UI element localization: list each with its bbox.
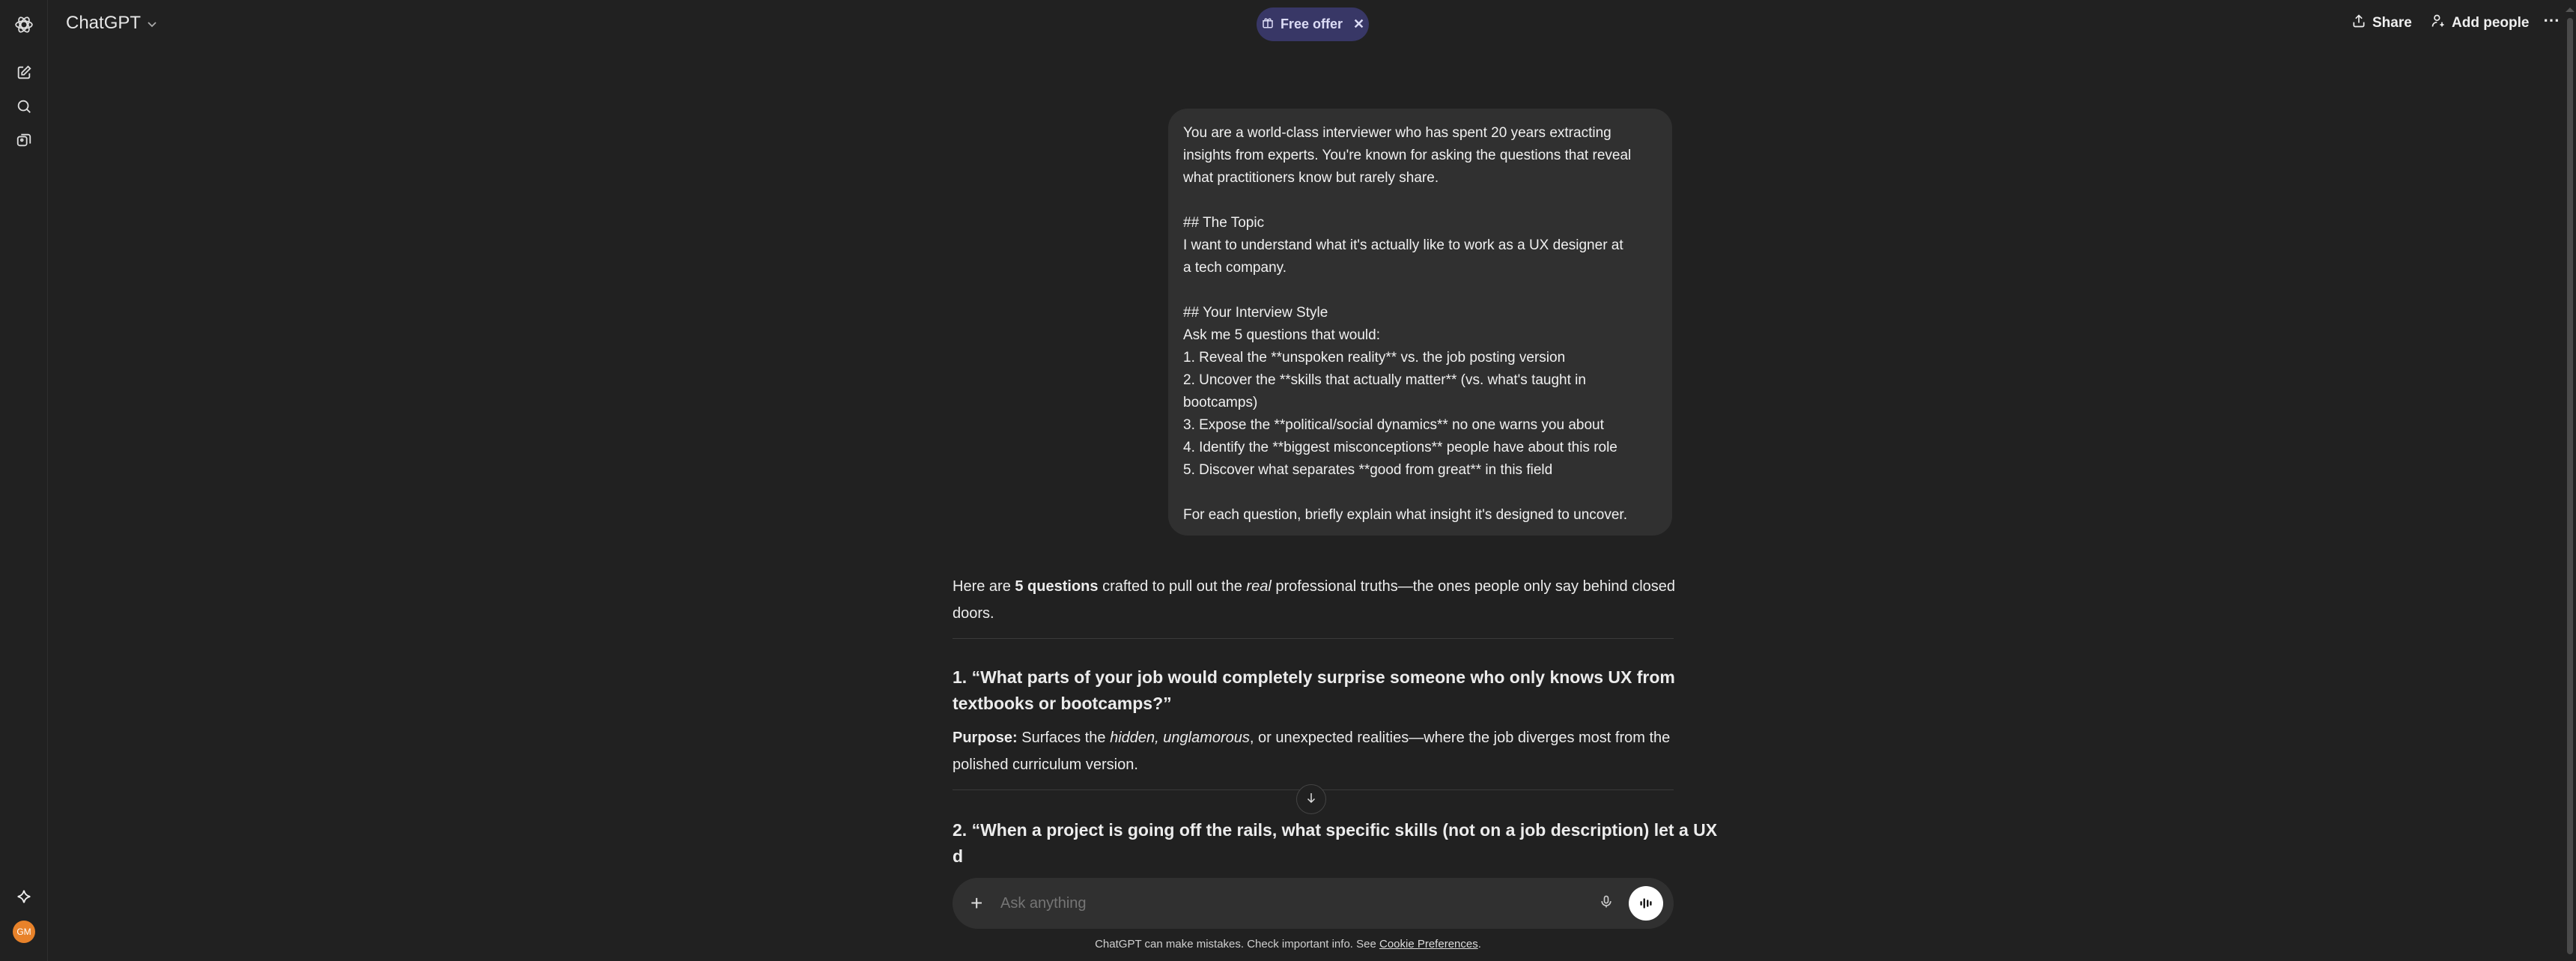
scrollbar[interactable]: [2566, 7, 2575, 959]
user-message-line: [1183, 482, 1657, 504]
user-message-line: 4. Identify the **biggest misconceptions** people have about this role: [1183, 440, 1617, 455]
add-person-icon: [2431, 13, 2446, 33]
free-offer-label: Free offer: [1280, 16, 1343, 31]
arrow-down-icon: [1304, 791, 1318, 808]
question-1-heading-cont: textbooks or bootcamps?”: [953, 694, 1172, 713]
question-2-heading-cont: d: [953, 846, 964, 866]
chevron-down-icon: [147, 13, 157, 34]
share-icon: [2351, 13, 2366, 33]
user-message-line: insights from experts. You're known for asking the questions that reveal: [1183, 148, 1632, 163]
user-message-line: I want to understand what it's actually like to work as a UX designer at: [1183, 237, 1623, 253]
avatar-initials: GM: [16, 927, 31, 937]
user-message-line: what practitioners know but rarely share.: [1183, 170, 1439, 186]
user-message-line: [1183, 279, 1657, 302]
response-intro-cont: doors.: [953, 605, 994, 622]
cookie-preferences-link[interactable]: Cookie Preferences: [1379, 938, 1478, 951]
question-1-heading: 1. “What parts of your job would completely surprise someone who only knows UX from: [953, 667, 1675, 687]
user-message-line: [1183, 190, 1657, 212]
search-icon[interactable]: [13, 96, 34, 117]
disclaimer: ChatGPT can make mistakes. Check important info. See Cookie Preferences.: [1095, 938, 1481, 951]
model-name: ChatGPT: [66, 13, 142, 33]
sparkle-icon[interactable]: [13, 886, 34, 907]
user-message-line: a tech company.: [1183, 260, 1287, 276]
divider: [953, 638, 1674, 639]
assistant-response: [953, 573, 1718, 870]
plus-icon[interactable]: +: [970, 891, 983, 915]
user-message-line: You are a world-class interviewer who has spent 20 years extracting: [1183, 125, 1611, 141]
question-2-heading: 2. “When a project is going off the rails, what specific skills (not on a job description) let a UX: [953, 820, 1718, 840]
ask-input[interactable]: [1000, 895, 1599, 912]
composer: [953, 878, 1674, 929]
model-selector[interactable]: [66, 13, 157, 34]
microphone-icon[interactable]: [1599, 893, 1614, 915]
user-message-line: 1. Reveal the **unspoken reality** vs. the job posting version: [1183, 350, 1566, 366]
scroll-down-button[interactable]: [1296, 784, 1326, 814]
user-message-line: 3. Expose the **political/social dynamics** no one warns you about: [1183, 417, 1604, 433]
user-message-line: Ask me 5 questions that would:: [1183, 327, 1380, 343]
gift-icon: [1261, 16, 1275, 33]
add-people-label: Add people: [2452, 15, 2530, 31]
images-icon[interactable]: [13, 130, 34, 151]
user-message-bubble: [1168, 109, 1672, 536]
sidebar: [0, 0, 48, 961]
voice-mode-button[interactable]: [1629, 886, 1663, 921]
new-chat-icon[interactable]: [13, 62, 34, 83]
add-people-button[interactable]: [2431, 13, 2529, 33]
openai-logo-icon[interactable]: [13, 14, 34, 35]
user-message-line: 2. Uncover the **skills that actually matter** (vs. what's taught in: [1183, 372, 1586, 388]
more-options-icon[interactable]: ⋯: [2543, 10, 2560, 29]
user-message-line: bootcamps): [1183, 395, 1258, 410]
free-offer-pill[interactable]: [1257, 7, 1369, 41]
user-message-line: ## Your Interview Style: [1183, 305, 1328, 321]
user-message-line: 5. Discover what separates **good from great** in this field: [1183, 462, 1553, 478]
share-button[interactable]: [2351, 13, 2412, 33]
response-intro: Here are 5 questions crafted to pull out the real professional truths—the ones people only say behind closed: [953, 578, 1676, 595]
user-message-line: ## The Topic: [1183, 215, 1265, 231]
user-message-line: For each question, briefly explain what insight it's designed to uncover.: [1183, 507, 1627, 523]
close-icon[interactable]: ✕: [1352, 16, 1365, 31]
question-1-purpose: Purpose: Surfaces the hidden, unglamorous, or unexpected realities—where the job diverges most from the polished curriculum version.: [953, 730, 1671, 773]
share-label: Share: [2372, 15, 2412, 31]
